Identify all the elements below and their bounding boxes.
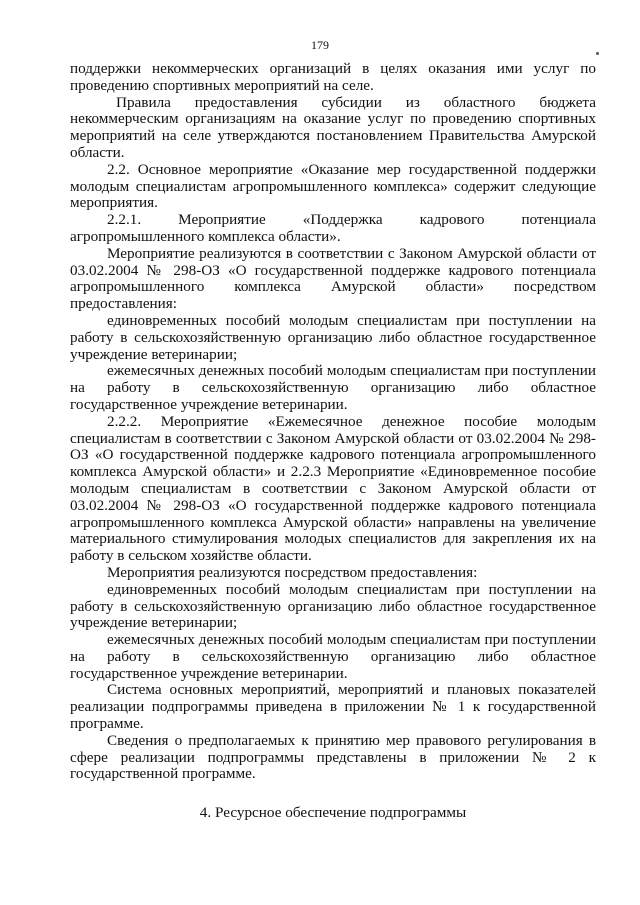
paragraph: единовременных пособий молодым специалистам при поступлении на работу в сельскохозяйственную организацию либо областное государственное учреждение ветеринарии; bbox=[70, 580, 596, 632]
paragraph: Сведения о предполагаемых к принятию мер правового регулирования в сфере реализации подпрограммы представлены в приложении № 2 к государственной программе. bbox=[70, 731, 596, 783]
paragraph: ежемесячных денежных пособий молодым специалистам при поступлении на работу в сельскохозяйственную организацию либо областное государственное учреждение ветеринарии. bbox=[70, 362, 596, 413]
document-body bbox=[70, 61, 596, 822]
paragraph: Мероприятие реализуются в соответствии с Законом Амурской области от 03.02.2004 № 298-ОЗ «О государственной поддержке кадрового потенциала агропромышленного комплекса Амурской области» посредством предоставления: bbox=[70, 244, 596, 313]
paragraph: единовременных пособий молодым специалистам при поступлении на работу в сельскохозяйственную организацию либо областное государственное учреждение ветеринарии; bbox=[70, 311, 596, 363]
paragraph: 2.2.2. Мероприятие «Ежемесячное денежное пособие молодым специалистам в соответствии с Законом Амурской области от 03.02.2004 № 298-ОЗ «О государственной поддержке кадрового потенциала агропромышленного комплекса Амурской области» и 2.2.3 Мероприятие «Единовременное пособие молодым специалистам в соответствии с Законом Амурской области от 03.02.2004 № 298-ОЗ «О государственной поддержке кадрового потенциала агропромышленного комплекса Амурской области» направлены на увеличение материального стимулирования молодых специалистов для закрепления их на работу в сельском хозяйстве области. bbox=[70, 412, 596, 565]
scan-speck bbox=[596, 52, 599, 55]
paragraph: Правила предоставления субсидии из областного бюджета некоммерческим организациям на оказание услуг по проведению спортивных мероприятий на селе утверждаются постановлением Правительства Амурской области. bbox=[70, 93, 596, 161]
paragraph: 2.2. Основное мероприятие «Оказание мер государственной поддержки молодым специалистам агропромышленного комплекса» содержит следующие мероприятия. bbox=[70, 160, 596, 212]
paragraph: Мероприятия реализуются посредством предоставления: bbox=[107, 563, 478, 581]
paragraph: 2.2.1. Мероприятие «Поддержка кадрового потенциала агропромышленного комплекса области». bbox=[70, 211, 596, 245]
paragraph: поддержки некоммерческих организаций в целях оказания ими услуг по проведению спортивных мероприятий на селе. bbox=[70, 60, 596, 94]
page-number: 179 bbox=[311, 38, 329, 52]
paragraph: ежемесячных денежных пособий молодым специалистам при поступлении на работу в сельскохозяйственную организацию либо областное государственное учреждение ветеринарии. bbox=[70, 631, 596, 682]
section-heading: 4. Ресурсное обеспечение подпрограммы bbox=[199, 804, 467, 822]
paragraph: Система основных мероприятий, мероприятий и плановых показателей реализации подпрограммы приведена в приложении № 1 к государственной программе. bbox=[70, 681, 596, 733]
